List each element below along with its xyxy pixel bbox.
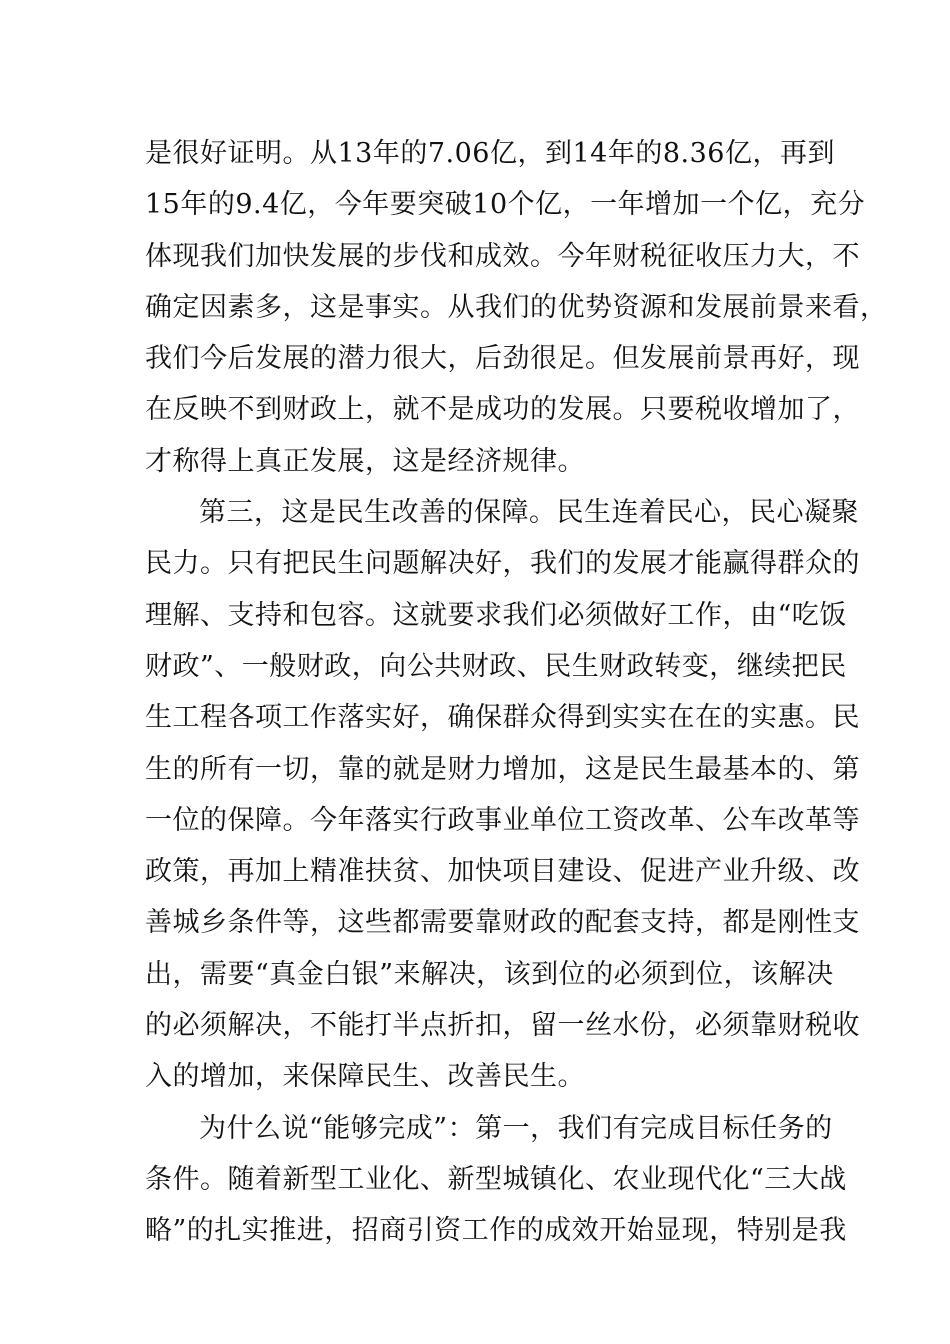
text-line: 财政”、一般财政，向公共财政、民生财政转变，继续把民 — [145, 650, 847, 682]
text-line: 入的增加，来保障民生、改善民生。 — [145, 1061, 585, 1093]
text-line: 条件。随着新型工业化、新型城镇化、农业现代化“三大战 — [145, 1163, 847, 1195]
body-text — [145, 128, 888, 1257]
text-line: 确定因素多，这是事实。从我们的优势资源和发展前景来看， — [145, 291, 888, 323]
text-line: 是很好证明。从13年的7.06亿，到14年的8.36亿，再到 — [145, 138, 835, 169]
text-line: 在反映不到财政上，就不是成功的发展。只要税收增加了， — [145, 394, 860, 426]
text-line: 民力。只有把民生问题解决好，我们的发展才能赢得群众的 — [145, 548, 860, 580]
text-line: 出，需要“真金白银”来解决，该到位的必须到位，该解决 — [145, 958, 834, 990]
text-line: 善城乡条件等，这些都需要靠财政的配套支持，都是刚性支 — [145, 907, 860, 939]
text-line: 政策，再加上精准扶贫、加快项目建设、促进产业升级、改 — [145, 856, 860, 888]
text-line: 的必须解决，不能打半点折扣，留一丝水份，必须靠财税收 — [145, 1010, 860, 1042]
text-line: 一位的保障。今年落实行政事业单位工资改革、公车改革等 — [145, 804, 860, 836]
text-line: 我们今后发展的潜力很大，后劲很足。但发展前景再好，现 — [145, 343, 860, 375]
text-line: 为什么说“能够完成”：第一，我们有完成目标任务的 — [199, 1112, 833, 1144]
text-line: 生的所有一切，靠的就是财力增加，这是民生最基本的、第 — [145, 753, 860, 785]
text-line: 才称得上真正发展，这是经济规律。 — [145, 445, 585, 477]
text-line: 15年的9.4亿，今年要突破10个亿，一年增加一个亿，充分 — [145, 189, 866, 221]
text-line: 生工程各项工作落实好，确保群众得到实实在在的实惠。民 — [145, 702, 860, 734]
text-line: 体现我们加快发展的步伐和成效。今年财税征收压力大，不 — [145, 240, 860, 272]
text-line: 第三，这是民生改善的保障。民生连着民心，民心凝聚 — [199, 497, 859, 529]
text-line: 理解、支持和包容。这就要求我们必须做好工作，由“吃饭 — [145, 599, 847, 631]
text-line: 略”的扎实推进，招商引资工作的成效开始显现，特别是我 — [145, 1215, 847, 1247]
